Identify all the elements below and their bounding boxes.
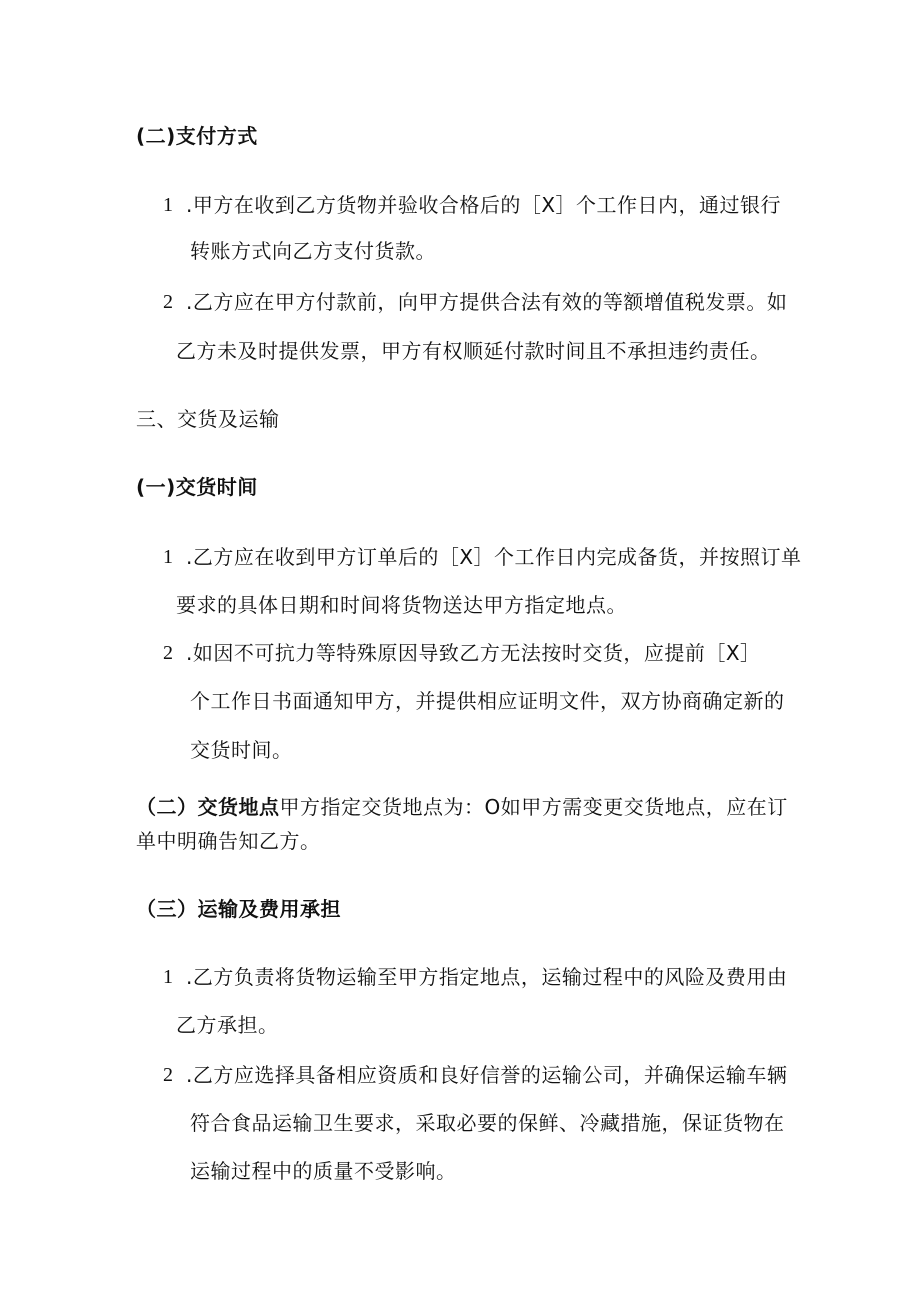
item-number: 2 [163,291,173,313]
section-heading-delivery-place: （二）交货地点 [136,795,280,819]
paragraph-text: 甲方指定交货地点为：O如甲方需变更交货地点，应在订 [279,795,788,819]
item-text-continued: 乙方承担。 [176,1013,279,1037]
item-text: .乙方负责将货物运输至甲方指定地点，运输过程中的风险及费用由 [186,965,788,989]
item-text-continued: 乙方未及时提供发票，甲方有权顺延付款时间且不承担违约责任。 [176,339,771,363]
section-heading-delivery-time: (一)交货时间 [136,475,258,499]
section-heading-transport: （三）运输及费用承担 [136,897,341,921]
section-heading-three: 三、交货及运输 [136,407,280,431]
item-text-continued: 交货时间。 [190,738,293,762]
item-text: .甲方在收到乙方货物并验收合格后的［X］个工作日内，通过银行 [186,193,782,217]
item-number: 1 [163,546,173,568]
item-text: .如因不可抗力等特殊原因导致乙方无法按时交货，应提前［X］ [186,641,761,665]
item-number: 1 [163,194,173,216]
item-text-continued: 符合食品运输卫生要求，采取必要的保鲜、冷藏措施，保证货物在 [190,1111,785,1135]
item-number: 2 [163,1064,173,1086]
delivery-place-paragraph [136,794,788,820]
section-heading-payment: (二)支付方式 [136,124,258,148]
item-text-continued: 运输过程中的质量不受影响。 [190,1159,457,1183]
paragraph-text-continued: 单中明确告知乙方。 [136,829,321,853]
item-number: 2 [163,642,173,664]
item-text: .乙方应在收到甲方订单后的［X］个工作日内完成备货，并按照订单 [186,545,802,569]
item-text: .乙方应选择具备相应资质和良好信誉的运输公司，并确保运输车辆 [186,1063,788,1087]
item-number: 1 [163,966,173,988]
item-text-continued: 要求的具体日期和时间将货物送达甲方指定地点。 [176,593,627,617]
item-text-continued: 转账方式向乙方支付货款。 [190,239,436,263]
item-text: .乙方应在甲方付款前，向甲方提供合法有效的等额增值税发票。如 [186,290,788,314]
item-text-continued: 个工作日书面通知甲方，并提供相应证明文件，双方协商确定新的 [190,689,785,713]
